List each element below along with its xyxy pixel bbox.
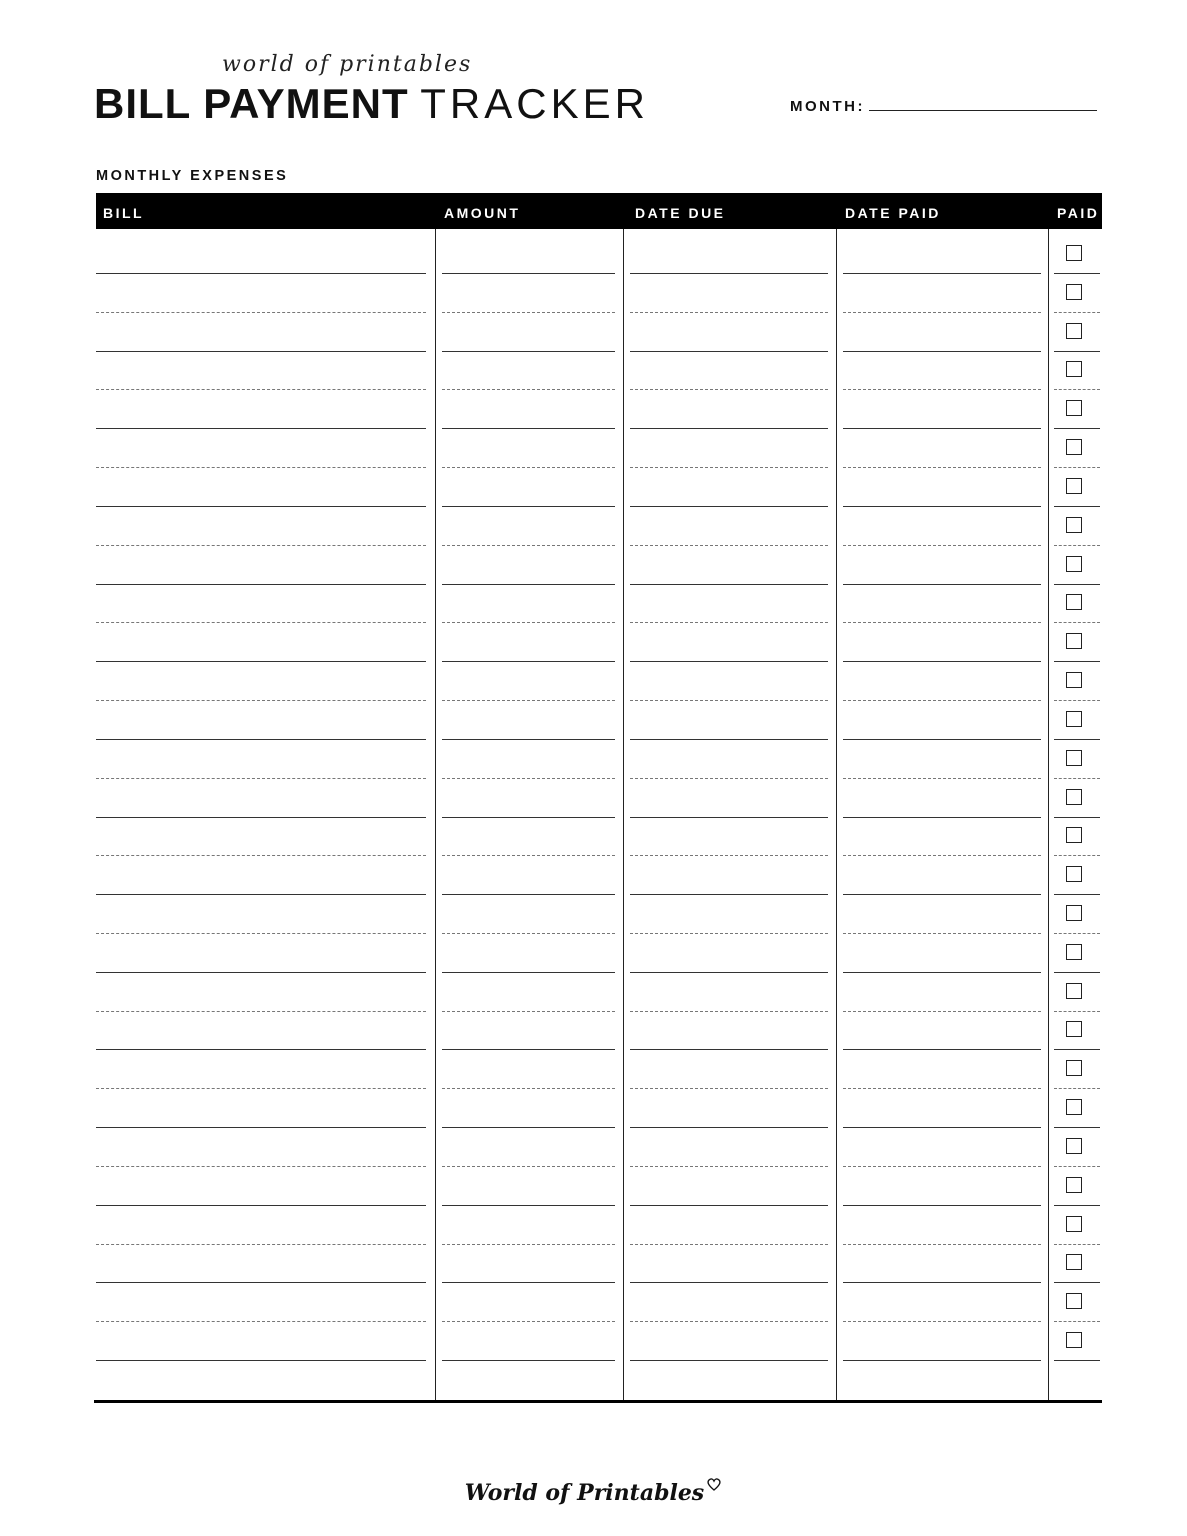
bill-entry-line[interactable] [96,661,426,662]
bill-entry-line[interactable] [96,700,426,701]
bill-entry-line[interactable] [96,972,426,973]
footer [0,1480,1187,1506]
amount-entry-line[interactable] [442,351,615,352]
month-input-line[interactable] [869,110,1097,111]
date_paid-entry-line[interactable] [843,506,1041,507]
bill-entry-line[interactable] [96,273,426,274]
date_due-entry-line[interactable] [630,622,828,623]
paid-entry-line [1054,584,1100,585]
amount-entry-line[interactable] [442,1321,615,1322]
amount-entry-line[interactable] [442,855,615,856]
paid-checkbox[interactable] [1066,983,1082,999]
date_paid-entry-line[interactable] [843,467,1041,468]
date_due-entry-line[interactable] [630,778,828,779]
column-divider [836,229,837,1401]
bill-entry-line[interactable] [96,1166,426,1167]
bill-entry-line[interactable] [96,1205,426,1206]
date_due-entry-line[interactable] [630,545,828,546]
date_paid-entry-line[interactable] [843,584,1041,585]
date_due-entry-line[interactable] [630,972,828,973]
amount-entry-line[interactable] [442,700,615,701]
amount-entry-line[interactable] [442,389,615,390]
footer-logo-text: World of Printables [464,1480,705,1506]
date_paid-entry-line[interactable] [843,273,1041,274]
paid-checkbox[interactable] [1066,633,1082,649]
bill-entry-line[interactable] [96,1321,426,1322]
paid-entry-line [1054,778,1100,779]
paid-checkbox[interactable] [1066,245,1082,261]
paid-entry-line [1054,817,1100,818]
date_due-entry-line[interactable] [630,389,828,390]
date_paid-entry-line[interactable] [843,1088,1041,1089]
paid-checkbox[interactable] [1066,1060,1082,1076]
paid-entry-line [1054,1321,1100,1322]
amount-entry-line[interactable] [442,273,615,274]
paid-checkbox[interactable] [1066,672,1082,688]
bill-entry-line[interactable] [96,428,426,429]
amount-entry-line[interactable] [442,933,615,934]
paid-entry-line [1054,506,1100,507]
bill-entry-line[interactable] [96,545,426,546]
date_paid-entry-line[interactable] [843,1011,1041,1012]
bill-entry-line[interactable] [96,312,426,313]
amount-entry-line[interactable] [442,661,615,662]
date_due-entry-line[interactable] [630,428,828,429]
date_due-entry-line[interactable] [630,1244,828,1245]
paid-entry-line [1054,661,1100,662]
date_due-entry-line[interactable] [630,817,828,818]
paid-checkbox[interactable] [1066,439,1082,455]
date_paid-entry-line[interactable] [843,545,1041,546]
paid-checkbox[interactable] [1066,400,1082,416]
paid-entry-line [1054,545,1100,546]
paid-checkbox[interactable] [1066,517,1082,533]
amount-entry-line[interactable] [442,972,615,973]
paid-checkbox[interactable] [1066,1254,1082,1270]
paid-checkbox[interactable] [1066,1332,1082,1348]
amount-entry-line[interactable] [442,1049,615,1050]
date_paid-entry-line[interactable] [843,894,1041,895]
column-divider [435,229,436,1401]
date_due-entry-line[interactable] [630,1127,828,1128]
date_paid-entry-line[interactable] [843,1166,1041,1167]
amount-entry-line[interactable] [442,1088,615,1089]
bill-entry-line[interactable] [96,506,426,507]
header-amount: AMOUNT [444,205,521,221]
paid-checkbox[interactable] [1066,478,1082,494]
bill-entry-line[interactable] [96,778,426,779]
date_paid-entry-line[interactable] [843,428,1041,429]
paid-checkbox[interactable] [1066,866,1082,882]
paid-checkbox[interactable] [1066,284,1082,300]
paid-checkbox[interactable] [1066,789,1082,805]
paid-checkbox[interactable] [1066,1021,1082,1037]
date_paid-entry-line[interactable] [843,972,1041,973]
paid-entry-line [1054,622,1100,623]
bill-entry-line[interactable] [96,933,426,934]
date_paid-entry-line[interactable] [843,1244,1041,1245]
date_due-entry-line[interactable] [630,1282,828,1283]
date_due-entry-line[interactable] [630,467,828,468]
bill-entry-line[interactable] [96,855,426,856]
date_paid-entry-line[interactable] [843,1205,1041,1206]
date_paid-entry-line[interactable] [843,817,1041,818]
date_due-entry-line[interactable] [630,739,828,740]
amount-entry-line[interactable] [442,1282,615,1283]
expense-table [94,193,1102,1404]
title-bold: BILL PAYMENT [94,80,409,127]
paid-checkbox[interactable] [1066,361,1082,377]
bill-entry-line[interactable] [96,1244,426,1245]
date_paid-entry-line[interactable] [843,855,1041,856]
paid-checkbox[interactable] [1066,711,1082,727]
date_due-entry-line[interactable] [630,273,828,274]
date_due-entry-line[interactable] [630,1088,828,1089]
paid-checkbox[interactable] [1066,1293,1082,1309]
bill-entry-line[interactable] [96,467,426,468]
date_paid-entry-line[interactable] [843,778,1041,779]
amount-entry-line[interactable] [442,1011,615,1012]
date_paid-entry-line[interactable] [843,661,1041,662]
paid-entry-line [1054,1088,1100,1089]
bill-entry-line[interactable] [96,1049,426,1050]
date_due-entry-line[interactable] [630,855,828,856]
paid-entry-line [1054,855,1100,856]
amount-entry-line[interactable] [442,467,615,468]
bill-entry-line[interactable] [96,1282,426,1283]
amount-entry-line[interactable] [442,1360,615,1361]
brand-script-logo: world of printables [222,52,473,77]
table-header [96,193,1102,229]
paid-entry-line [1054,1205,1100,1206]
date_paid-entry-line[interactable] [843,739,1041,740]
paid-checkbox[interactable] [1066,556,1082,572]
date_due-entry-line[interactable] [630,1321,828,1322]
paid-entry-line [1054,351,1100,352]
paid-checkbox[interactable] [1066,594,1082,610]
date_paid-entry-line[interactable] [843,1321,1041,1322]
amount-entry-line[interactable] [442,894,615,895]
date_paid-entry-line[interactable] [843,312,1041,313]
paid-entry-line [1054,428,1100,429]
bill-entry-line[interactable] [96,1360,426,1361]
date_due-entry-line[interactable] [630,700,828,701]
amount-entry-line[interactable] [442,817,615,818]
amount-entry-line[interactable] [442,778,615,779]
date_due-entry-line[interactable] [630,894,828,895]
paid-entry-line [1054,312,1100,313]
amount-entry-line[interactable] [442,1205,615,1206]
month-field[interactable] [790,98,1097,115]
header-date-due: DATE DUE [635,205,726,221]
date_due-entry-line[interactable] [630,584,828,585]
bill-entry-line[interactable] [96,739,426,740]
amount-entry-line[interactable] [442,584,615,585]
bill-entry-line[interactable] [96,389,426,390]
date_paid-entry-line[interactable] [843,389,1041,390]
column-divider [623,229,624,1401]
header-date-paid: DATE PAID [845,205,941,221]
date_paid-entry-line[interactable] [843,933,1041,934]
amount-entry-line[interactable] [442,312,615,313]
bill-entry-line[interactable] [96,584,426,585]
date_due-entry-line[interactable] [630,1166,828,1167]
date_due-entry-line[interactable] [630,1205,828,1206]
paid-checkbox[interactable] [1066,827,1082,843]
paid-entry-line [1054,1011,1100,1012]
paid-checkbox[interactable] [1066,323,1082,339]
header-paid: PAID [1057,205,1100,221]
title-light: TRACKER [420,80,649,127]
paid-entry-line [1054,1166,1100,1167]
date_paid-entry-line[interactable] [843,700,1041,701]
paid-checkbox[interactable] [1066,1138,1082,1154]
bill-entry-line[interactable] [96,1011,426,1012]
paid-entry-line [1054,1244,1100,1245]
amount-entry-line[interactable] [442,428,615,429]
date_due-entry-line[interactable] [630,1049,828,1050]
paid-entry-line [1054,467,1100,468]
amount-entry-line[interactable] [442,1166,615,1167]
date_due-entry-line[interactable] [630,312,828,313]
bill-entry-line[interactable] [96,817,426,818]
paid-checkbox[interactable] [1066,750,1082,766]
page-title [94,80,649,128]
paid-entry-line [1054,1049,1100,1050]
amount-entry-line[interactable] [442,1127,615,1128]
heart-icon [706,1476,722,1492]
bill-entry-line[interactable] [96,1127,426,1128]
date_paid-entry-line[interactable] [843,1049,1041,1050]
date_due-entry-line[interactable] [630,351,828,352]
paid-entry-line [1054,933,1100,934]
paid-entry-line [1054,1282,1100,1283]
amount-entry-line[interactable] [442,1244,615,1245]
paid-entry-line [1054,972,1100,973]
date_paid-entry-line[interactable] [843,351,1041,352]
amount-entry-line[interactable] [442,622,615,623]
section-title: MONTHLY EXPENSES [96,168,289,184]
paid-entry-line [1054,273,1100,274]
date_due-entry-line[interactable] [630,1360,828,1361]
amount-entry-line[interactable] [442,545,615,546]
date_paid-entry-line[interactable] [843,1127,1041,1128]
date_paid-entry-line[interactable] [843,1360,1041,1361]
paid-checkbox[interactable] [1066,1216,1082,1232]
paid-checkbox[interactable] [1066,905,1082,921]
amount-entry-line[interactable] [442,506,615,507]
bill-entry-line[interactable] [96,351,426,352]
date_paid-entry-line[interactable] [843,622,1041,623]
bill-entry-line[interactable] [96,894,426,895]
bill-entry-line[interactable] [96,622,426,623]
date_due-entry-line[interactable] [630,1011,828,1012]
paid-entry-line [1054,739,1100,740]
column-divider [1048,229,1049,1401]
month-label: MONTH: [790,98,865,115]
paid-checkbox[interactable] [1066,944,1082,960]
paid-entry-line [1054,1127,1100,1128]
paid-entry-line [1054,389,1100,390]
date_paid-entry-line[interactable] [843,1282,1041,1283]
paid-entry-line [1054,1360,1100,1361]
amount-entry-line[interactable] [442,739,615,740]
paid-entry-line [1054,894,1100,895]
paid-checkbox[interactable] [1066,1177,1082,1193]
table-bottom-rule [94,1400,1102,1403]
bill-entry-line[interactable] [96,1088,426,1089]
date_due-entry-line[interactable] [630,661,828,662]
date_due-entry-line[interactable] [630,506,828,507]
paid-entry-line [1054,700,1100,701]
date_due-entry-line[interactable] [630,933,828,934]
paid-checkbox[interactable] [1066,1099,1082,1115]
header-bill: BILL [103,205,145,221]
footer-logo [465,1480,722,1506]
